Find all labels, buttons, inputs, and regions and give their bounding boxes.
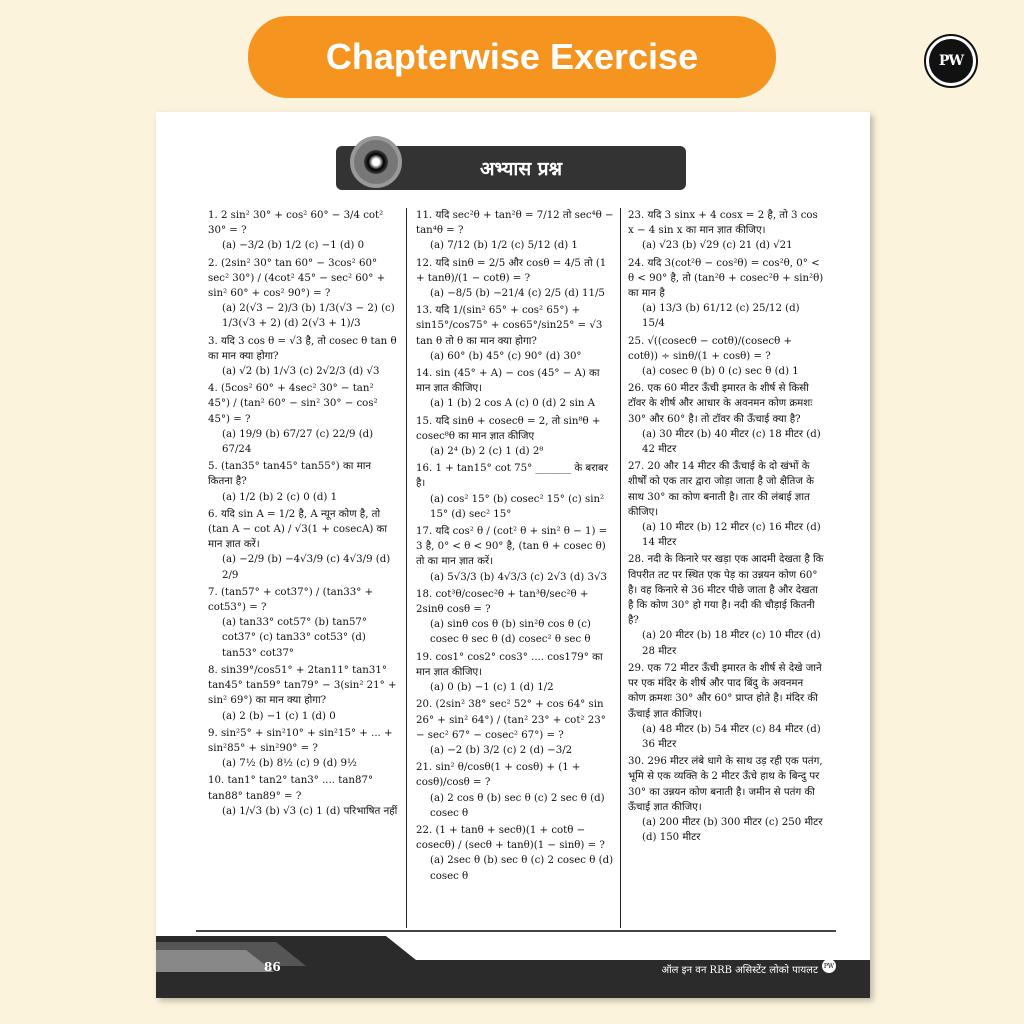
question-options: (a) −8/5 (b) −21/4 (c) 2/5 (d) 11/5 xyxy=(430,288,605,300)
question-options: (a) 2 cos θ (b) sec θ (c) 2 sec θ (d) cosec θ xyxy=(430,792,605,819)
question-options: (a) 13/3 (b) 61/12 (c) 25/12 (d) 15/4 xyxy=(642,303,800,330)
question-text: 6. यदि sin A = 1/2 है, A न्यून कोण है, तो (tan A − cot A) / √3(1 + cosecA) का मान ज्ञात करें। xyxy=(208,508,387,551)
question-options: (a) 7/12 (b) 1/2 (c) 5/12 (d) 1 xyxy=(430,240,578,252)
question-item xyxy=(416,524,614,585)
question-text: 19. cos1° cos2° cos3° .... cos179° का मान ज्ञात कीजिए। xyxy=(416,651,603,678)
question-text: 17. यदि cos² θ / (cot² θ + sin² θ − 1) = 3 है, 0° < θ < 90° है, (tan θ + cosec θ) तो का मान ज्ञात करें। xyxy=(416,526,608,568)
chapter-banner xyxy=(248,16,776,98)
question-item xyxy=(628,459,824,550)
question-item xyxy=(628,661,824,752)
question-options: (a) √23 (b) √29 (c) 21 (d) √21 xyxy=(642,240,793,252)
question-options: (a) 19/9 (b) 67/27 (c) 22/9 (d) 67/24 xyxy=(222,428,374,456)
question-text: 4. (5cos² 60° + 4sec² 30° − tan² 45°) / (tan² 60° − sin² 30° − cos² 45°) = ? xyxy=(208,383,378,425)
question-item xyxy=(416,587,614,648)
question-options: (a) 20 मीटर (b) 18 मीटर (c) 10 मीटर (d) 28 मीटर xyxy=(642,630,821,657)
question-item xyxy=(416,760,614,821)
column-divider xyxy=(620,208,621,928)
question-item xyxy=(208,256,398,332)
question-options: (a) −2/9 (b) −4√3/9 (c) 4√3/9 (d) 2/9 xyxy=(222,554,391,581)
question-options: (a) √2 (b) 1/√3 (c) 2√2/3 (d) √3 xyxy=(222,366,380,378)
question-options: (a) 200 मीटर (b) 300 मीटर (c) 250 मीटर (d) 150 मीटर xyxy=(642,816,823,844)
question-item xyxy=(208,726,398,772)
question-item xyxy=(416,461,614,522)
section-heading-text: अभ्यास प्रश्न xyxy=(479,158,563,180)
question-item xyxy=(628,256,824,332)
question-column-1 xyxy=(208,208,398,821)
footer-book-title: ऑल इन वन RRB असिस्टेंट लोको पायलट xyxy=(661,965,818,976)
book-page xyxy=(156,112,870,998)
question-options: (a) 0 (b) −1 (c) 1 (d) 1/2 xyxy=(430,682,554,694)
question-options: (a) tan33° cot57° (b) tan57° cot37° (c) tan33° cot53° (d) tan53° cot37° xyxy=(222,617,368,659)
question-options: (a) 1 (b) 2 cos A (c) 0 (d) 2 sin A xyxy=(430,398,595,410)
question-item xyxy=(208,507,398,583)
question-text: 7. (tan57° + cot37°) / (tan33° + cot53°) = ? xyxy=(208,586,374,614)
question-text: 14. sin (45° + A) − cos (45° − A) का मान ज्ञात कीजिए। xyxy=(416,368,600,395)
question-text: 24. यदि 3(cot²θ − cos²θ) = cos²θ, 0° < θ < 90° है, तो (tan²θ + cosec²θ + sin²θ) का मान है xyxy=(628,257,824,300)
question-item xyxy=(416,256,614,302)
question-options: (a) 2(√3 − 2)/3 (b) 1/3(√3 − 2) (c) 1/3(√3 + 2) (d) 2(√3 + 1)/3 xyxy=(222,303,395,330)
question-options: (a) 1/√3 (b) √3 (c) 1 (d) परिभाषित नहीं xyxy=(222,805,398,817)
footer-pw-badge: PW xyxy=(822,959,836,973)
question-item xyxy=(416,823,614,884)
question-item xyxy=(208,459,398,505)
question-options: (a) 2⁴ (b) 2 (c) 1 (d) 2⁸ xyxy=(430,446,544,458)
question-text: 23. यदि 3 sinx + 4 cosx = 2 है, तो 3 cos x − 4 sin x का मान ज्ञात कीजिए। xyxy=(628,210,818,237)
question-options: (a) sinθ cos θ (b) sin²θ cos θ (c) cosec θ sec θ (d) cosec² θ sec θ xyxy=(430,619,591,646)
question-item xyxy=(416,650,614,696)
question-item xyxy=(628,754,824,845)
question-item xyxy=(628,381,824,457)
question-text: 11. यदि sec²θ + tan²θ = 7/12 तो sec⁴θ − tan⁴θ = ? xyxy=(416,210,614,237)
question-options: (a) 7½ (b) 8½ (c) 9 (d) 9½ xyxy=(222,758,357,770)
question-options: (a) −2 (b) 3/2 (c) 2 (d) −3/2 xyxy=(430,744,573,756)
question-options: (a) 5√3/3 (b) 4√3/3 (c) 2√3 (d) 3√3 xyxy=(430,571,607,583)
question-text: 5. (tan35° tan45° tan55°) का मान कितना है? xyxy=(208,461,372,488)
question-options: (a) 10 मीटर (b) 12 मीटर (c) 16 मीटर (d) 14 मीटर xyxy=(642,522,821,549)
question-item xyxy=(628,552,824,658)
question-column-2 xyxy=(416,208,614,886)
question-text: 10. tan1° tan2° tan3° .... tan87° tan88° tan89° = ? xyxy=(208,775,374,802)
question-text: 1. 2 sin² 30° + cos² 60° − 3/4 cot² 30° = ? xyxy=(208,210,384,237)
question-text: 15. यदि sinθ + cosecθ = 2, तो sin⁸θ + cosec⁸θ का मान ज्ञात कीजिए xyxy=(416,415,601,442)
question-text: 27. 20 और 14 मीटर की ऊँचाई के दो खंभों के शीर्षों को एक तार द्वारा जोड़ा जाता है जो क्षैतिज के साथ 30° का कोण बनाती है। तार की लंबाई ज्ञात कीजिए। xyxy=(628,461,814,518)
question-options: (a) 60° (b) 45° (c) 90° (d) 30° xyxy=(430,350,582,362)
banner-title: Chapterwise Exercise xyxy=(325,36,699,77)
question-item xyxy=(416,697,614,758)
question-text: 3. यदि 3 cos θ = √3 है, तो cosec θ tan θ का मान क्या होगा? xyxy=(208,335,397,362)
footer-rule xyxy=(196,930,836,932)
question-item xyxy=(208,381,398,457)
question-text: 8. sin39°/cos51° + 2tan11° tan31° tan45° tan59° tan79° − 3(sin² 21° + sin² 69°) का मान क्या होगा? xyxy=(208,664,397,707)
question-item xyxy=(416,303,614,364)
question-text: 18. cot³θ/cosec²θ + tan³θ/sec²θ + 2sinθ cosθ = ? xyxy=(416,588,589,616)
column-divider xyxy=(406,208,407,928)
pw-logo-mark: PW xyxy=(929,39,973,83)
question-column-3 xyxy=(628,208,824,847)
page-number: 86 xyxy=(264,960,281,974)
question-item xyxy=(208,663,398,724)
question-text: 22. (1 + tanθ + secθ)(1 + cotθ − cosecθ) / (secθ + tanθ)(1 − sinθ) = ? xyxy=(416,824,605,852)
question-item xyxy=(208,773,398,819)
question-item xyxy=(416,414,614,460)
question-item xyxy=(628,334,824,380)
question-options: (a) 48 मीटर (b) 54 मीटर (c) 84 मीटर (d) 36 मीटर xyxy=(642,723,821,750)
question-text: 12. यदि sinθ = 2/5 और cosθ = 4/5 तो (1 + tanθ)/(1 − cotθ) = ? xyxy=(416,257,607,284)
question-text: 9. sin²5° + sin²10° + sin²15° + ... + sin²85° + sin²90° = ? xyxy=(208,727,393,754)
question-text: 16. 1 + tan15° cot 75° _______ के बराबर है। xyxy=(416,463,608,490)
pw-logo xyxy=(924,34,978,88)
question-text: 13. यदि 1/(sin² 65° + cos² 65°) + sin15°/cos75° + cos65°/sin25° = √3 tan θ तो θ का मान क्या होगा? xyxy=(416,305,603,347)
question-options: (a) 2 (b) −1 (c) 1 (d) 0 xyxy=(222,710,336,722)
question-item xyxy=(208,208,398,254)
question-options: (a) 2sec θ (b) sec θ (c) 2 cosec θ (d) cosec θ xyxy=(430,855,614,882)
question-options: (a) 1/2 (b) 2 (c) 0 (d) 1 xyxy=(222,491,338,503)
question-text: 2. (2sin² 30° tan 60° − 3cos² 60° sec² 30°) / (4cot² 45° − sec² 60° + sin² 60° + cos² 90°) = ? xyxy=(208,257,386,300)
question-item xyxy=(208,585,398,661)
question-item xyxy=(416,366,614,412)
question-text: 28. नदी के किनारे पर खड़ा एक आदमी देखता है कि विपरीत तट पर स्थित एक पेड़ का उन्नयन कोण 60° है। वह किनारे से 36 मीटर पीछे जाता है और देखता है कि कोण 30° हो गया है। नदी की चौड़ाई कितनी है? xyxy=(628,554,824,627)
question-options: (a) cos² 15° (b) cosec² 15° (c) sin² 15° (d) sec² 15° xyxy=(430,493,605,520)
question-item xyxy=(416,208,614,254)
question-text: 29. एक 72 मीटर ऊँची इमारत के शीर्ष से देखे जाने पर एक मंदिर के शीर्ष और पाद बिंदु के अवनमन कोण क्रमशः 30° और 60° प्राप्त होते है। मंदिर की ऊँचाई ज्ञात कीजिए। xyxy=(628,662,822,720)
film-roll-icon xyxy=(350,136,402,188)
question-options: (a) 30 मीटर (b) 40 मीटर (c) 18 मीटर (d) 42 मीटर xyxy=(642,428,821,456)
question-text: 25. √((cosecθ − cotθ)/(cosecθ + cotθ)) ÷ sinθ/(1 + cosθ) = ? xyxy=(628,335,792,362)
question-text: 20. (2sin² 38° sec² 52° + cos 64° sin 26° + sin² 64°) / (tan² 23° + cot² 23° − sec² 67° − cosec² 67°) = ? xyxy=(416,699,606,741)
question-item xyxy=(208,334,398,380)
question-text: 21. sin² θ/cosθ(1 + cosθ) + (1 + cosθ)/cosθ = ? xyxy=(416,762,581,789)
question-text: 30. 296 मीटर लंबे धागे के साथ उड़ रही एक पतंग, भूमि से एक व्यक्ति के 2 मीटर ऊँचे हाथ के बिन्दु पर 30° का उन्नयन कोण बनाती है। जमीन से पतंग की ऊँचाई ज्ञात कीजिए। xyxy=(628,756,823,813)
question-options: (a) −3/2 (b) 1/2 (c) −1 (d) 0 xyxy=(222,240,365,252)
question-item xyxy=(628,208,824,254)
question-text: 26. एक 60 मीटर ऊँची इमारत के शीर्ष से किसी टॉवर के शीर्ष और आधार के अवनमन कोण क्रमशः 30° और 60° है। तो टॉवर की ऊँचाई क्या है? xyxy=(628,383,813,425)
question-options: (a) cosec θ (b) 0 (c) sec θ (d) 1 xyxy=(642,366,799,378)
